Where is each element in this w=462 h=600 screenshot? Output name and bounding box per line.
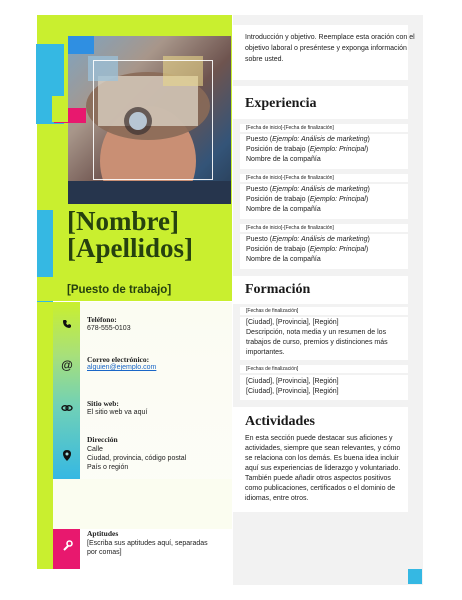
at-icon: @ (61, 358, 73, 372)
address-line1: Calle (87, 446, 103, 453)
exp-level-2: Posición de trabajo (Ejemplo: Principal) (246, 196, 369, 203)
edu-description-1: Descripción, nota media y un resumen de los trabajos de curso, premios y distinciones más importantes. (246, 329, 388, 356)
phone-label: Teléfono: (87, 315, 117, 324)
contact-bottom-panel (53, 479, 232, 529)
exp-position-1: Puesto (Ejemplo: Análisis de marketing) (246, 136, 370, 143)
last-name: [Apellidos] (67, 233, 194, 263)
address-line3: País o región (87, 464, 129, 471)
blue-accent-block (68, 36, 94, 54)
edu-place-1: [Ciudad], [Provincia], [Región] (246, 319, 339, 326)
location-icon (60, 448, 74, 462)
web-label: Sitio web: (87, 399, 119, 408)
edu-place-2: [Ciudad], [Provincia], [Región] (246, 378, 339, 385)
web-value: El sitio web va aquí (87, 409, 148, 416)
exp-company-1: Nombre de la compañía (246, 156, 321, 163)
exp-level-1: Posición de trabajo (Ejemplo: Principal) (246, 146, 369, 153)
edu-place-2b: [Ciudad], [Provincia], [Región] (246, 388, 339, 395)
email-label: Correo electrónico: (87, 355, 150, 364)
exp-position-3: Puesto (Ejemplo: Análisis de marketing) (246, 236, 370, 243)
exp-dates-1: [Fecha de inicio]-[Fecha de finalización] (246, 125, 334, 131)
address-label: Dirección (87, 435, 118, 444)
exp-dates-2: [Fecha de inicio]-[Fecha de finalización] (246, 175, 334, 181)
skills-label: Aptitudes (87, 529, 119, 538)
phone-value: 678-555-0103 (87, 325, 131, 332)
first-name: [Nombre] (67, 206, 179, 236)
experience-heading: Experiencia (245, 96, 317, 111)
edu-dates-1: [Fechas de finalización] (246, 308, 299, 314)
intro-text: Introducción y objetivo. Reemplace esta oración con el objetivo laboral o preséntese y exponga información sobre usted. (245, 34, 415, 63)
activities-heading: Actividades (245, 414, 315, 429)
exp-dates-3: [Fecha de inicio]-[Fecha de finalización] (246, 225, 334, 231)
candidate-name (67, 208, 232, 262)
lime-side-line (37, 302, 53, 569)
exp-company-2: Nombre de la compañía (246, 206, 321, 213)
exp-company-3: Nombre de la compañía (246, 256, 321, 263)
edu-dates-2: [Fechas de finalización] (246, 366, 299, 372)
phone-icon (60, 317, 74, 331)
job-title: [Puesto de trabajo] (67, 284, 172, 296)
activities-text: En esta sección puede destacar sus aficiones y actividades, siempre que sean relevantes, y cómo se relaciona con los demás. Es buena idea incluir aquí sus experiencias de liderazgo y voluntariado. También puede añadir otros aspectos positivos como publicaciones, certificados o el dominio de idiomas, entre otros. (245, 435, 401, 502)
address-line2: Ciudad, provincia, código postal (87, 455, 187, 462)
education-heading: Formación (245, 282, 311, 297)
skills-value-line1: [Escriba sus aptitudes aquí, separadas (87, 540, 208, 547)
email-link[interactable]: alguien@ejemplo.com (87, 364, 157, 371)
wrench-icon (60, 538, 74, 552)
exp-level-3: Posición de trabajo (Ejemplo: Principal) (246, 246, 369, 253)
exp-position-2: Puesto (Ejemplo: Análisis de marketing) (246, 186, 370, 193)
skills-value-line2: por comas] (87, 549, 122, 556)
lime-accent-strip (52, 96, 68, 122)
photo-frame (93, 60, 213, 180)
cyan-corner-block (408, 569, 422, 584)
link-icon (60, 401, 74, 415)
